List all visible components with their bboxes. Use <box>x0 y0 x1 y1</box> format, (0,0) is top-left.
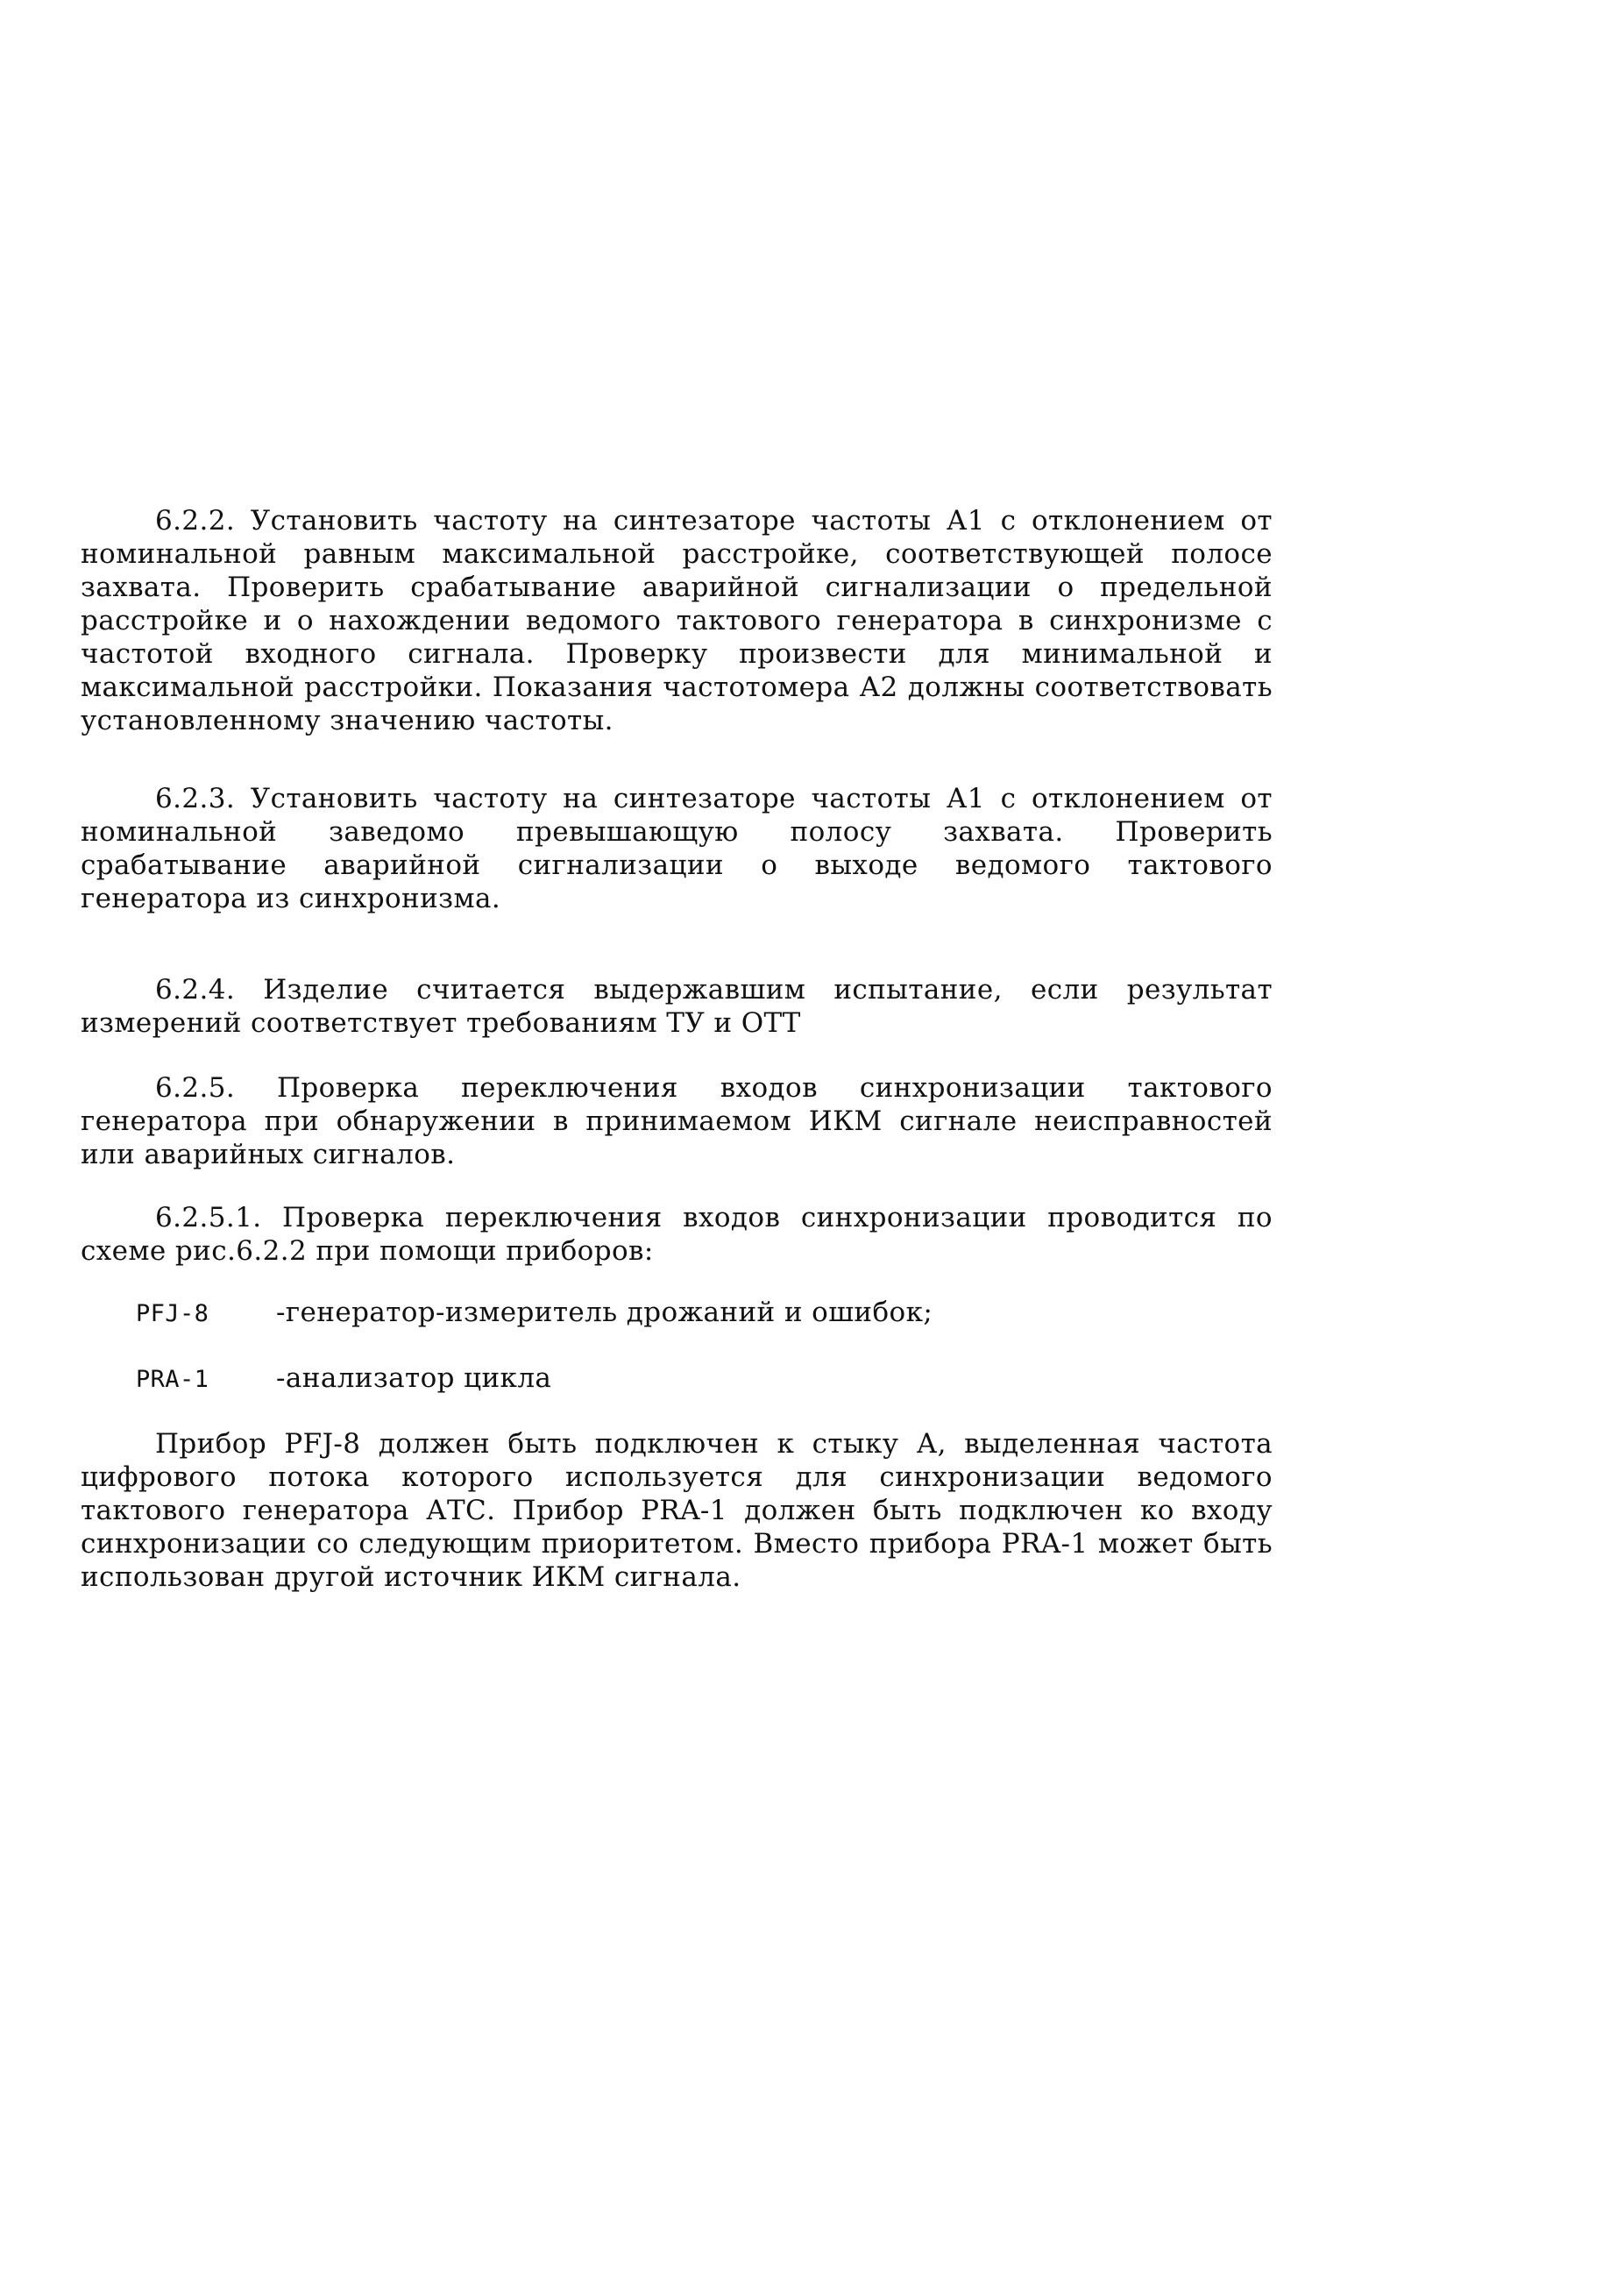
paragraph-6-2-3 <box>81 782 1273 915</box>
paragraph-text: 6.2.2. Установить частоту на синтезаторе частоты А1 с отклонением от номинальной равным максимальной расстройке, соответствующей полосе захвата. Проверить срабатывание аварийной сигнализации о предельной расстройке и о нахождении ведомого тактового генератора в синхронизме с частотой входного сигнала. Проверку произвести для минимальной и максимальной расстройки. Показания частотомера А2 должны соответствовать установленному значению частоты. <box>81 505 1273 736</box>
instrument-code: PRA-1 <box>136 1366 209 1393</box>
instrument-description: -анализатор цикла <box>276 1362 552 1394</box>
paragraph-6-2-2 <box>81 504 1273 737</box>
paragraph-text: 6.2.3. Установить частоту на синтезаторе частоты А1 с отклонением от номинальной заведомо превышающую полосу захвата. Проверить срабатывание аварийной сигнализации о выходе ведомого тактового генератора из синхронизма. <box>81 783 1273 914</box>
paragraph-6-2-5 <box>81 1071 1273 1171</box>
instrument-item-pfj8 <box>136 1296 933 1331</box>
paragraph-text: 6.2.4. Изделие считается выдержавшим испытание, если результат измерений соответствует требованиям ТУ и ОТТ <box>81 974 1273 1039</box>
paragraph-6-2-5-1 <box>81 1201 1273 1268</box>
paragraph-text: 6.2.5. Проверка переключения входов синхронизации тактового генератора при обнаружении в принимаемом ИКМ сигнале неисправностей или аварийных сигналов. <box>81 1072 1273 1170</box>
instrument-description: -генератор-измеритель дрожаний и ошибок; <box>276 1297 933 1328</box>
paragraph-6-2-4 <box>81 973 1273 1040</box>
paragraph-final <box>81 1427 1273 1594</box>
instrument-code: PFJ-8 <box>136 1300 209 1327</box>
paragraph-text: 6.2.5.1. Проверка переключения входов синхронизации проводится по схеме рис.6.2.2 при помощи приборов: <box>81 1202 1273 1267</box>
paragraph-text: Прибор PFJ-8 должен быть подключен к стыку А, выделенная частота цифрового потока которого используется для синхронизации ведомого тактового генератора АТС. Прибор PRA-1 должен быть подключен ко входу синхронизации со следующим приоритетом. Вместо прибора PRA-1 может быть использован другой источник ИКМ сигнала. <box>81 1428 1273 1593</box>
instrument-item-pra1 <box>136 1361 551 1397</box>
